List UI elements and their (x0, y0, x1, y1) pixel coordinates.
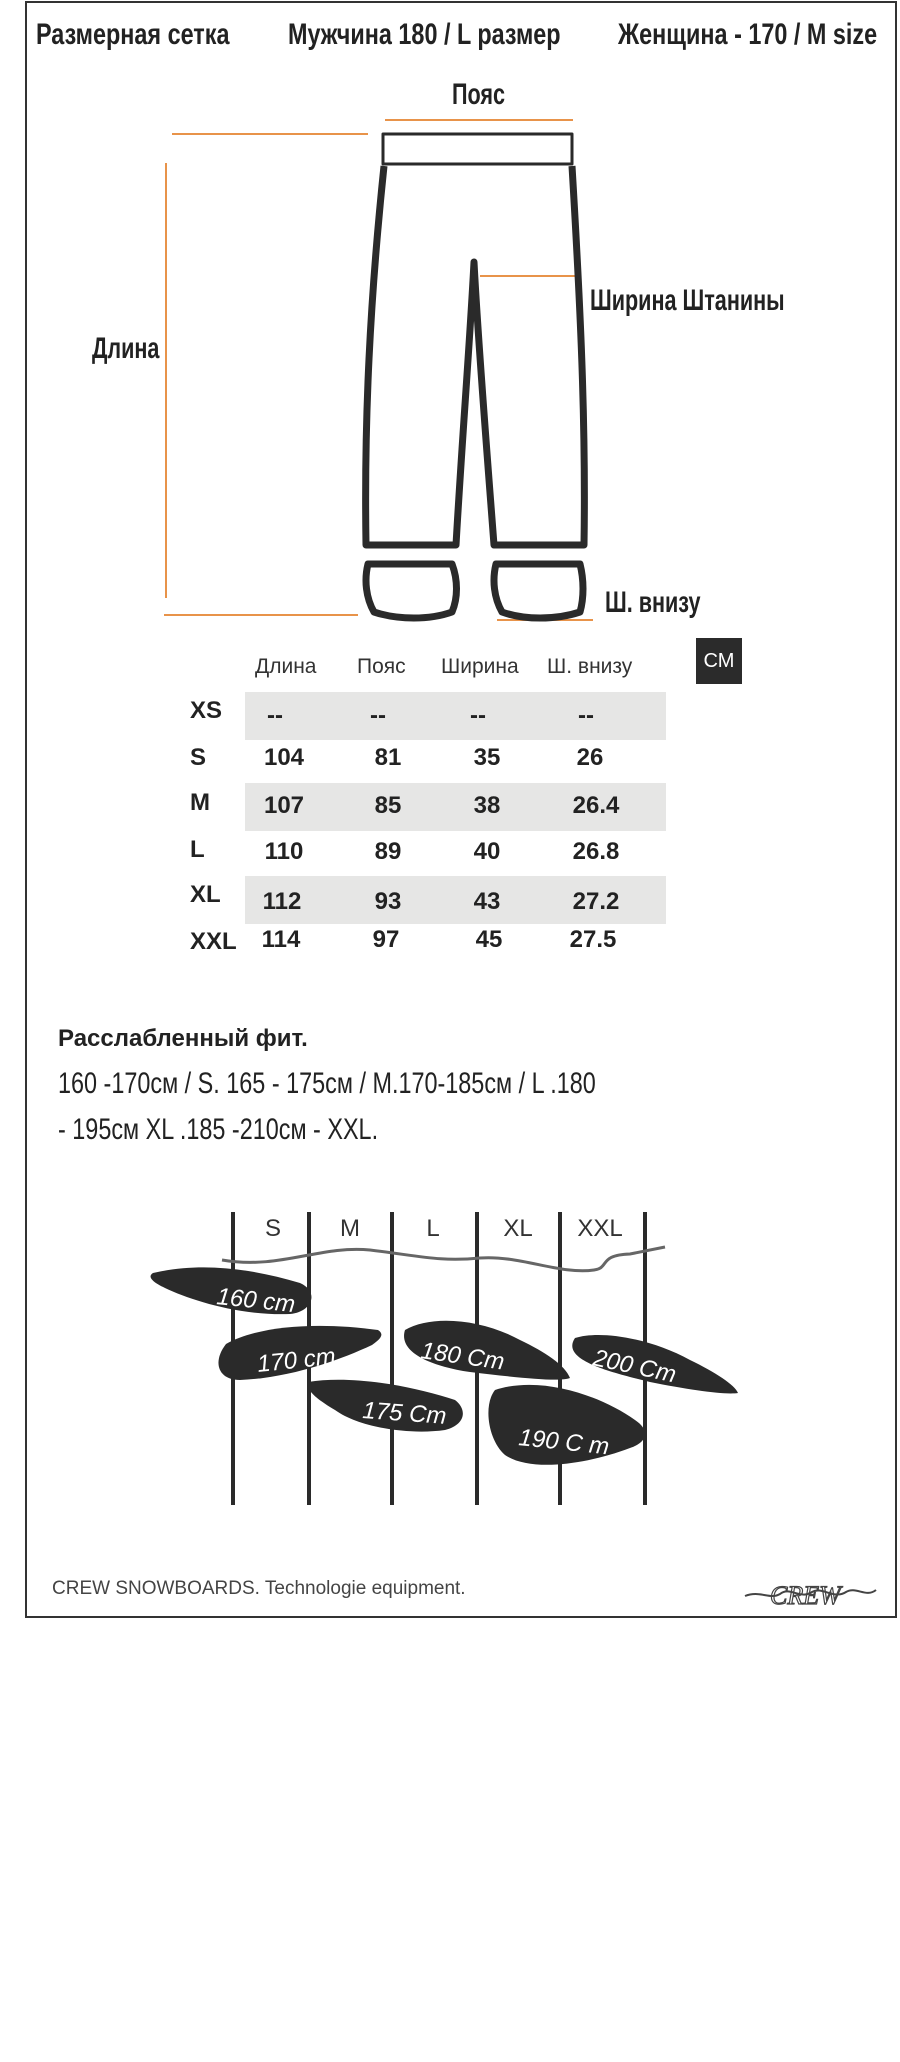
cell-length: 104 (263, 744, 305, 771)
size-label: S (190, 744, 207, 771)
fit-title: Расслабленный фит. (58, 1025, 308, 1052)
unit-badge: СМ (696, 638, 742, 684)
cell-bottom: 26.4 (572, 792, 620, 819)
cell-width: 45 (475, 926, 503, 953)
man-size-note: Мужчина 180 / L размер (288, 18, 561, 51)
cell-waist: 93 (374, 888, 402, 915)
size-label: XXL (190, 928, 237, 955)
cell-width: 35 (473, 744, 501, 771)
cell-waist: 85 (374, 792, 402, 819)
bottom-width-label: Ш. внизу (605, 586, 701, 619)
cell-bottom: 26.8 (572, 838, 620, 865)
leg-width-label: Ширина Штанины (590, 284, 785, 317)
cell-waist: 89 (374, 838, 402, 865)
waist-label: Пояс (452, 78, 506, 111)
height-label-175: 175 Cm (361, 1397, 448, 1430)
height-label-170: 170 cm (255, 1342, 337, 1378)
scale-size-l: L (426, 1215, 440, 1242)
cell-waist: 81 (374, 744, 402, 771)
cell-length: 107 (263, 792, 305, 819)
cell-length: -- (267, 702, 283, 729)
height-label-160: 160 cm (215, 1283, 297, 1319)
size-label: XL (190, 881, 221, 908)
fit-line-1: 160 -170см / S. 165 - 175см / M.170-185см / L .180 (58, 1067, 596, 1100)
fit-line-2: - 195см XL .185 -210см - XXL. (58, 1113, 379, 1146)
cell-waist: 97 (372, 926, 400, 953)
scale-size-xxl: XXL (577, 1215, 623, 1242)
col-header-width: Ширина (441, 655, 519, 678)
height-label-200: 200 Cm (590, 1344, 679, 1389)
height-label-190: 190 C m (517, 1424, 611, 1461)
cell-length: 112 (262, 888, 302, 915)
size-label: L (190, 836, 205, 863)
cell-width: 40 (473, 838, 501, 865)
cell-bottom: 27.2 (572, 888, 620, 915)
scale-size-s: S (264, 1215, 281, 1242)
length-label: Длина (92, 332, 160, 365)
scale-size-m: M (340, 1215, 360, 1242)
cell-waist: -- (370, 702, 386, 729)
size-label: XS (190, 697, 223, 724)
cell-length: 114 (261, 926, 301, 953)
page-title: Размерная сетка (36, 18, 230, 51)
cell-width: -- (470, 702, 486, 729)
crew-logo-text: CREW (770, 1581, 841, 1610)
cell-length: 110 (264, 838, 304, 865)
woman-size-note: Женщина - 170 / M size (618, 18, 878, 51)
cell-width: 43 (473, 888, 501, 915)
cell-bottom: -- (578, 702, 594, 729)
col-header-length: Длина (255, 655, 317, 678)
col-header-waist: Пояс (357, 655, 406, 678)
footer-text: CREW SNOWBOARDS. Technologie equipment. (52, 1578, 466, 1599)
cell-bottom: 27.5 (569, 926, 617, 953)
scale-size-xl: XL (503, 1215, 533, 1242)
cell-bottom: 26 (576, 744, 604, 771)
size-label: M (190, 789, 210, 816)
height-label-180: 180 Cm (419, 1337, 507, 1376)
cell-width: 38 (473, 792, 501, 819)
col-header-bottom: Ш. внизу (547, 655, 633, 678)
